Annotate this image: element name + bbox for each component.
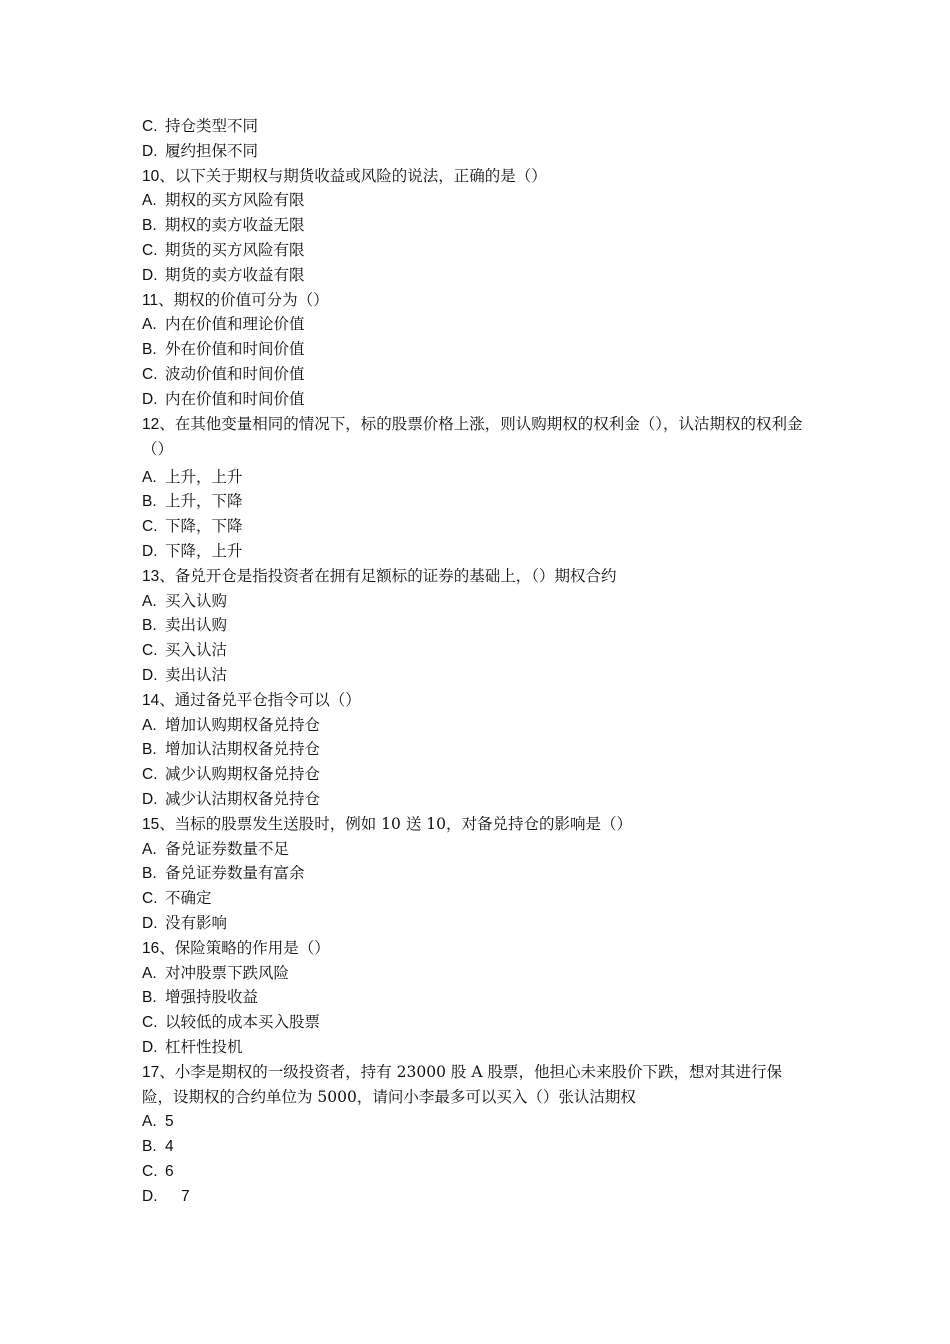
option-letter: D. [142,1038,158,1056]
option-letter: C. [142,118,158,135]
option-text: 买入认沽 [165,641,228,660]
option-text: 内在价值和理论价值 [165,315,305,334]
question-list [142,114,812,1208]
option-text: 6 [165,1162,174,1180]
option-line [142,139,812,164]
question-14 [142,688,812,713]
option-text: 对冲股票下跌风险 [165,963,290,982]
option-text: 下降，上升 [165,541,243,560]
option-line [142,514,812,539]
option-letter: B. [142,341,157,359]
question-number: 10 [142,167,160,185]
option-line [142,886,812,911]
option-text: 持仓类型不同 [165,117,259,135]
option-letter: B. [142,493,157,511]
option-line [142,465,812,490]
option-line [142,539,812,564]
question-text: 、通过备兑平仓指令可以（） [159,690,361,709]
option-letter: B. [142,617,157,635]
option-letter: A. [142,468,157,486]
question-text: 、当标的股票发生送股时，例如 10 送 10，对备兑持仓的影响是（） [159,814,632,833]
option-line [142,1035,812,1060]
option-line [142,737,812,762]
option-text: 期权的卖方收益无限 [165,216,305,235]
question-number: 13 [142,567,160,585]
option-line [142,1184,812,1209]
option-letter: B. [142,741,157,759]
option-text: 增强持股收益 [165,988,259,1007]
option-letter: C. [142,518,158,536]
option-line [142,362,812,387]
option-letter: C. [142,766,158,784]
question-13 [142,564,812,589]
option-text: 7 [181,1187,190,1205]
option-line [142,961,812,986]
option-letter: C. [142,365,158,383]
option-letter: C. [142,1162,158,1180]
question-text: 、以下关于期权与期货收益或风险的说法，正确的是（） [159,166,547,185]
option-letter: B. [142,989,157,1007]
option-text: 期货的买方风险有限 [165,240,305,259]
option-text: 买入认购 [165,591,228,610]
option-letter: D. [142,914,158,932]
option-text: 增加认沽期权备兑持仓 [165,740,321,759]
question-text: 、保险策略的作用是（） [159,938,330,957]
question-text: 、在其他变量相同的情况下，标的股票价格上涨，则认购期权的权利金（），认沽期权的权利金（） [142,414,803,459]
option-line [142,638,812,663]
option-letter: B. [142,865,157,883]
option-line [142,787,812,812]
option-text: 4 [165,1138,174,1156]
option-letter: D. [142,790,158,808]
option-letter: C. [142,241,158,259]
option-line [142,1159,812,1184]
option-letter: B. [142,1138,157,1156]
option-line [142,337,812,362]
option-text: 波动价值和时间价值 [165,364,305,383]
option-letter: A. [142,1113,157,1131]
question-number: 14 [142,691,160,709]
option-letter: A. [142,592,157,610]
option-letter: A. [142,716,157,734]
option-letter: C. [142,890,158,908]
option-line [142,489,812,514]
option-letter: D. [142,266,158,284]
option-line [142,613,812,638]
option-letter: C. [142,642,158,660]
question-15 [142,812,812,837]
option-line [142,663,812,688]
option-line [142,213,812,238]
question-11 [142,288,812,313]
option-letter: A. [142,316,157,334]
option-line [142,312,812,337]
question-text: 、备兑开仓是指投资者在拥有足额标的证券的基础上，（）期权合约 [159,566,617,585]
option-text: 减少认购期权备兑持仓 [165,765,321,784]
option-line [142,1134,812,1159]
option-text: 卖出认沽 [165,665,228,684]
option-text: 没有影响 [165,913,228,932]
option-line [142,861,812,886]
option-text: 以较低的成本买入股票 [165,1013,321,1032]
question-number: 15 [142,815,160,833]
option-line [142,589,812,614]
option-letter: B. [142,217,157,235]
question-10 [142,164,812,189]
option-text: 卖出认购 [165,616,228,635]
option-text: 内在价值和时间价值 [165,389,305,408]
option-line [142,1109,812,1134]
option-line [142,911,812,936]
question-text: 、期权的价值可分为（） [158,290,329,309]
option-line [142,762,812,787]
question-number: 12 [142,415,160,433]
option-letter: A. [142,964,157,982]
question-16 [142,936,812,961]
option-line [142,114,812,139]
option-line [142,238,812,263]
option-line [142,188,812,213]
option-text: 杠杆性投机 [165,1037,243,1056]
option-line [142,1010,812,1035]
option-text: 期货的卖方收益有限 [165,265,305,284]
option-text: 期权的买方风险有限 [165,191,305,210]
question-17 [142,1060,812,1110]
option-text: 不确定 [165,889,212,908]
option-letter: A. [142,840,157,858]
option-letter: A. [142,192,157,210]
option-line [142,387,812,412]
option-text: 5 [165,1113,174,1131]
option-text: 备兑证券数量不足 [165,839,290,858]
option-text: 外在价值和时间价值 [165,340,305,359]
option-letter: D. [142,542,158,560]
option-letter: D. [142,390,158,408]
option-line [142,713,812,738]
option-text: 下降，下降 [165,517,243,536]
option-text: 上升，下降 [165,492,243,511]
option-letter: D. [142,1187,158,1205]
question-number: 17 [142,1063,160,1081]
question-number: 11 [142,291,159,309]
question-12 [142,412,812,465]
option-letter: D. [142,666,158,684]
question-text: 、小李是期权的一级投资者，持有 23000 股 A 股票，他担心未来股价下跌，想对其进行保险，设期权的合约单位为 5000，请问小李最多可以买入（）张认沽期权 [142,1062,782,1107]
option-text: 上升，上升 [165,467,243,486]
option-text: 减少认沽期权备兑持仓 [165,789,321,808]
option-text: 备兑证券数量有富余 [165,864,305,883]
question-number: 16 [142,939,160,957]
option-text: 履约担保不同 [165,141,259,160]
option-line [142,263,812,288]
option-line [142,837,812,862]
option-letter: D. [142,142,158,160]
option-line [142,985,812,1010]
option-text: 增加认购期权备兑持仓 [165,715,321,734]
option-letter: C. [142,1014,158,1032]
